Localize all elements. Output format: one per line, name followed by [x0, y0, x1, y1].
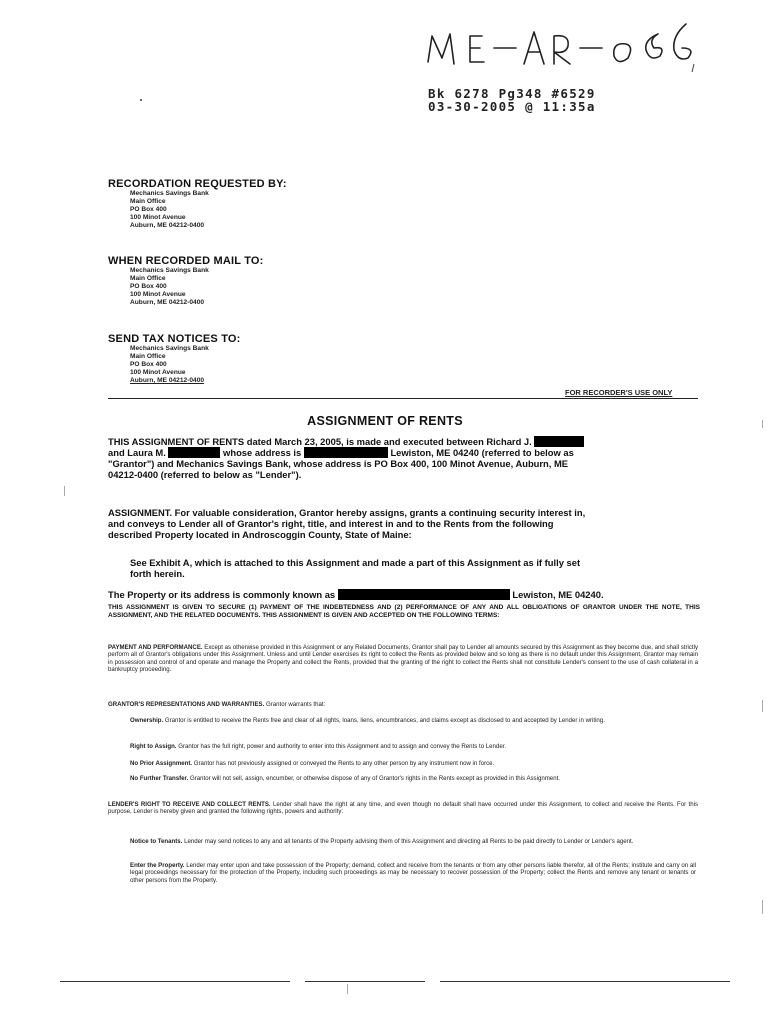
ownership-clause	[130, 717, 696, 724]
lender-right-section	[108, 801, 698, 816]
exhibit-line: forth herein.	[130, 568, 185, 579]
assignment-line: described Property located in Androscoggin County, State of Maine:	[108, 529, 412, 540]
tax-notices-block	[108, 333, 241, 385]
mail-to-title: WHEN RECORDED MAIL TO:	[108, 255, 264, 267]
scan-mark	[762, 700, 763, 712]
no-prior-assignment-clause	[130, 760, 696, 767]
handwritten-id-drawing	[420, 14, 720, 76]
recordation-address	[130, 190, 287, 230]
property-address-text	[108, 589, 698, 600]
grantor-reps-section	[108, 701, 694, 708]
address-line: Auburn, ME 04212-0400	[130, 299, 205, 307]
payment-performance-section	[108, 644, 698, 674]
clause-text: Grantor is entitled to receive the Rents free and clear of all rights, loans, liens, encumbrances, and claims except as disclosed to and accepted by Lender in writing.	[164, 717, 605, 724]
scan-mark	[762, 420, 763, 428]
recordation-title: RECORDATION REQUESTED BY:	[108, 178, 287, 190]
exhibit-paragraph	[130, 557, 700, 579]
handwritten-document-id	[420, 14, 720, 76]
clause-text: Lender may enter upon and take possession of the Property; demand, collect and receive from the tenants or from any other persons liable therefor, all of the Rents; institute and carry on all legal proceedings necessary for the protection of the Property, including such proceedings as may be necessary to recover possession of the Property; collect the Rents and remove any tenant or tenants or other persons from the Property.	[130, 862, 697, 884]
scan-mark	[64, 486, 65, 496]
intro-text: THIS ASSIGNMENT OF RENTS dated March 23, 2005, is made and executed between Richard J.	[108, 436, 532, 447]
section-heading: PAYMENT AND PERFORMANCE.	[108, 644, 203, 651]
property-address-lead: The Property or its address is commonly known as	[108, 589, 336, 600]
clause-text: Grantor has the full right, power and authority to enter into this Assignment and to assign and convey the Rents to Lender.	[178, 743, 507, 750]
address-line: Mechanics Savings Bank	[130, 345, 209, 352]
address-line: 100 Minot Avenue	[130, 214, 186, 222]
exhibit-line: See Exhibit A, which is attached to this Assignment and made a part of this Assignment as if fully set	[130, 557, 581, 568]
redaction-bar	[534, 436, 584, 447]
section-heading: LENDER'S RIGHT TO RECEIVE AND COLLECT RENTS.	[108, 801, 271, 808]
address-line: Mechanics Savings Bank	[130, 190, 209, 197]
address-line: Mechanics Savings Bank	[130, 267, 209, 274]
clause-heading: No Prior Assignment.	[130, 760, 193, 767]
assignment-paragraph	[108, 507, 698, 540]
address-line: PO Box 400	[130, 361, 167, 369]
section-heading: GRANTOR'S REPRESENTATIONS AND WARRANTIES.	[108, 701, 265, 708]
tax-notices-address	[130, 345, 241, 385]
clause-text: Grantor will not sell, assign, encumber, or otherwise dispose of any of Grantor's rights in the Rents except as provided in this Assignment.	[189, 775, 560, 782]
stamp-datetime: 03-30-2005 @ 11:35a	[428, 99, 596, 114]
given-to-secure-paragraph: THIS ASSIGNMENT IS GIVEN TO SECURE (1) PAYMENT OF THE INDEBTEDNESS AND (2) PERFORMANCE OF ANY AND ALL OBLIGATIONS OF GRANTOR UNDER THE NOTE, THIS ASSIGNMENT, AND THE RELATED DOCUMENTS. THIS ASSIGNMENT IS GIVEN AND ACCEPTED ON THE FOLLOWING TERMS:	[108, 604, 700, 619]
property-address-line	[108, 589, 698, 600]
redaction-bar	[168, 447, 220, 458]
recorder-use-label: FOR RECORDER'S USE ONLY	[565, 388, 673, 397]
intro-paragraph	[108, 436, 698, 480]
address-line: PO Box 400	[130, 283, 167, 291]
intro-line	[108, 447, 698, 458]
scan-mark	[347, 984, 348, 994]
address-line: Auburn, ME 04212-0400	[130, 377, 205, 385]
intro-text: whose address is	[223, 447, 302, 458]
clause-heading: Notice to Tenants.	[130, 838, 183, 845]
section-text: Except as otherwise provided in this Assignment or any Related Documents, Grantor shall pay to Lender all amounts secured by this Assignment as they become due, and shall strictly perform all of Grantor's obligations under this Assignment. Unless and until Lender exercises its right to collect the Rents as provided below and so long as there is no default under this Assignment, Grantor may remain in possession and control of and operate and manage the Property and collect the Rents, provided that the granting of the right to collect the Rents shall not constitute Lender's consent to the use of cash collateral in a bankruptcy proceeding.	[108, 644, 698, 674]
clause-heading: Right to Assign.	[130, 743, 177, 750]
clause-text: Grantor has not previously assigned or conveyed the Rents to any other person by any instrument now in force.	[193, 760, 495, 767]
address-line: Auburn, ME 04212-0400	[130, 222, 205, 230]
document-title: ASSIGNMENT OF RENTS	[307, 414, 463, 428]
assignment-line: ASSIGNMENT. For valuable consideration, Grantor hereby assigns, grants a continuing security interest in,	[108, 507, 586, 518]
stamp-book-page: Bk 6278 Pg348 #6529	[428, 86, 596, 101]
scan-mark	[762, 900, 763, 914]
property-address-city: Lewiston, ME 04240.	[512, 589, 604, 600]
address-line: 100 Minot Avenue	[130, 369, 186, 377]
header-divider	[108, 398, 698, 399]
tax-notices-title: SEND TAX NOTICES TO:	[108, 333, 241, 345]
intro-line: 04212-0400 (referred to below as "Lender").	[108, 469, 302, 480]
enter-property-clause	[130, 862, 696, 884]
notice-to-tenants-clause	[130, 838, 696, 845]
clause-heading: Enter the Property.	[130, 862, 185, 869]
intro-text: Lewiston, ME 04240 (referred to below as	[390, 447, 574, 458]
address-line: Main Office	[130, 275, 166, 283]
right-to-assign-clause	[130, 743, 696, 750]
address-line: Main Office	[130, 198, 166, 206]
bottom-rule	[440, 981, 730, 982]
address-line: PO Box 400	[130, 206, 167, 214]
assignment-line: and conveys to Lender all of Grantor's right, title, and interest in and to the Rents from the following	[108, 518, 554, 529]
intro-line: "Grantor") and Mechanics Savings Bank, whose address is PO Box 400, 100 Minot Avenue, Auburn, ME	[108, 458, 569, 469]
mail-to-block	[108, 255, 264, 307]
scan-speck	[140, 99, 142, 101]
section-text: Lender shall have the right at any time, and even though no default shall have occurred under this Assignment, to collect and receive the Rents. For this purpose, Lender is hereby given and granted the following rights, powers and authority:	[108, 801, 698, 816]
recording-stamp	[428, 87, 596, 113]
intro-text: and Laura M.	[108, 447, 166, 458]
mail-to-address	[130, 267, 264, 307]
recordation-requested-block	[108, 178, 287, 230]
redaction-bar	[304, 447, 388, 458]
clause-text: Lender may send notices to any and all tenants of the Property advising them of this Assignment and directing all Rents to be paid directly to Lender or Lender's agent.	[184, 838, 634, 845]
bottom-rule	[305, 981, 425, 982]
section-text: Grantor warrants that:	[266, 701, 326, 708]
intro-line	[108, 436, 698, 447]
clause-heading: Ownership.	[130, 717, 164, 724]
no-further-transfer-clause	[130, 775, 696, 782]
clause-heading: No Further Transfer.	[130, 775, 189, 782]
redaction-bar	[338, 589, 510, 600]
bottom-rule	[60, 981, 290, 982]
address-line: 100 Minot Avenue	[130, 291, 186, 299]
address-line: Main Office	[130, 353, 166, 361]
